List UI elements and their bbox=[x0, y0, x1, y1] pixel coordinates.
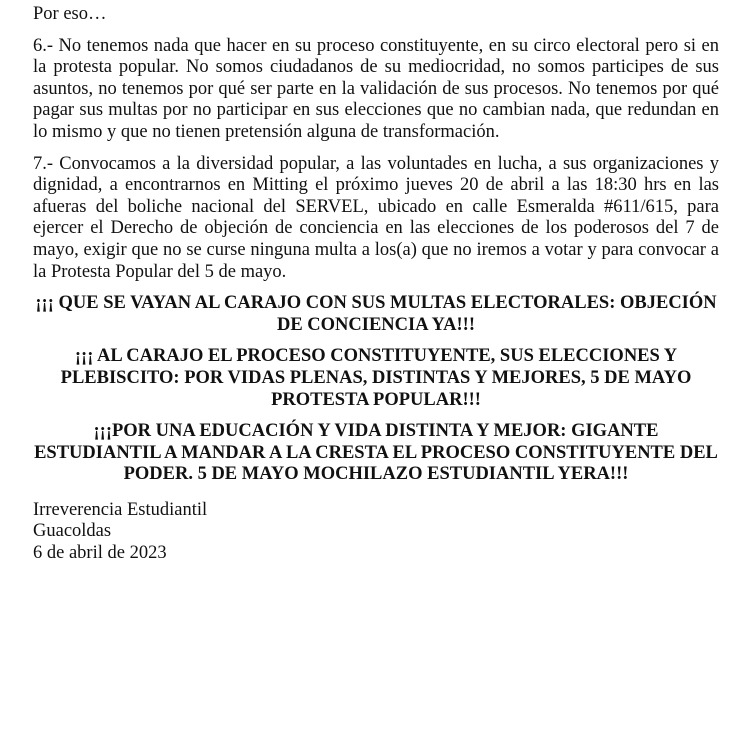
signature-place: Guacoldas bbox=[33, 521, 112, 542]
paragraph-7: 7.- Convocamos a la diversidad popular, a las voluntades en lucha, a sus organizaciones y dignidad, a encontrarnos en Mitting el próximo jueves 20 de abril a las 18:30 hrs en las afueras del boliche nacional del SERVEL, ubicado en calle Esmeralda #611/615, para ejercer el Derecho de objeción de conciencia en las elecciones de los poderosos del 7 de mayo, exigir que no se curse ninguna multa a los(a) que no iremos a votar y para convocar a la Protesta Popular del 5 de mayo. bbox=[33, 153, 719, 282]
signature-block bbox=[33, 500, 719, 565]
slogan-multas: ¡¡¡ QUE SE VAYAN AL CARAJO CON SUS MULTAS ELECTORALES: OBJECIÓN DE CONCIENCIA YA!!! bbox=[35, 293, 717, 335]
document-page bbox=[33, 4, 719, 565]
signature-organization: Irreverencia Estudiantil bbox=[33, 499, 208, 520]
paragraph-6: 6.- No tenemos nada que hacer en su proceso constituyente, en su circo electoral pero si en la protesta popular. No somos ciudadanos de su mediocridad, no somos participes de sus asuntos, no tenemos por qué ser parte en la validación de sus procesos. No tenemos por qué pagar sus multas por no participar en sus elecciones que no cambian nada, que redundan en lo mismo y que no tienen pretensión alguna de transformación. bbox=[33, 35, 719, 142]
slogan-proceso-constituyente: ¡¡¡ AL CARAJO EL PROCESO CONSTITUYENTE, SUS ELECCIONES Y PLEBISCITO: POR VIDAS PLENAS, DISTINTAS Y MEJORES, 5 DE MAYO PROTESTA POPULAR!!! bbox=[60, 346, 692, 410]
intro-line: Por eso… bbox=[33, 4, 107, 24]
signature-date: 6 de abril de 2023 bbox=[33, 543, 167, 564]
slogan-educacion: ¡¡¡POR UNA EDUCACIÓN Y VIDA DISTINTA Y MEJOR: GIGANTE ESTUDIANTIL A MANDAR A LA CRESTA EL PROCESO CONSTITUYENTE DEL PODER. 5 DE MAYO MOCHILAZO ESTUDIANTIL YERA!!! bbox=[34, 421, 718, 485]
